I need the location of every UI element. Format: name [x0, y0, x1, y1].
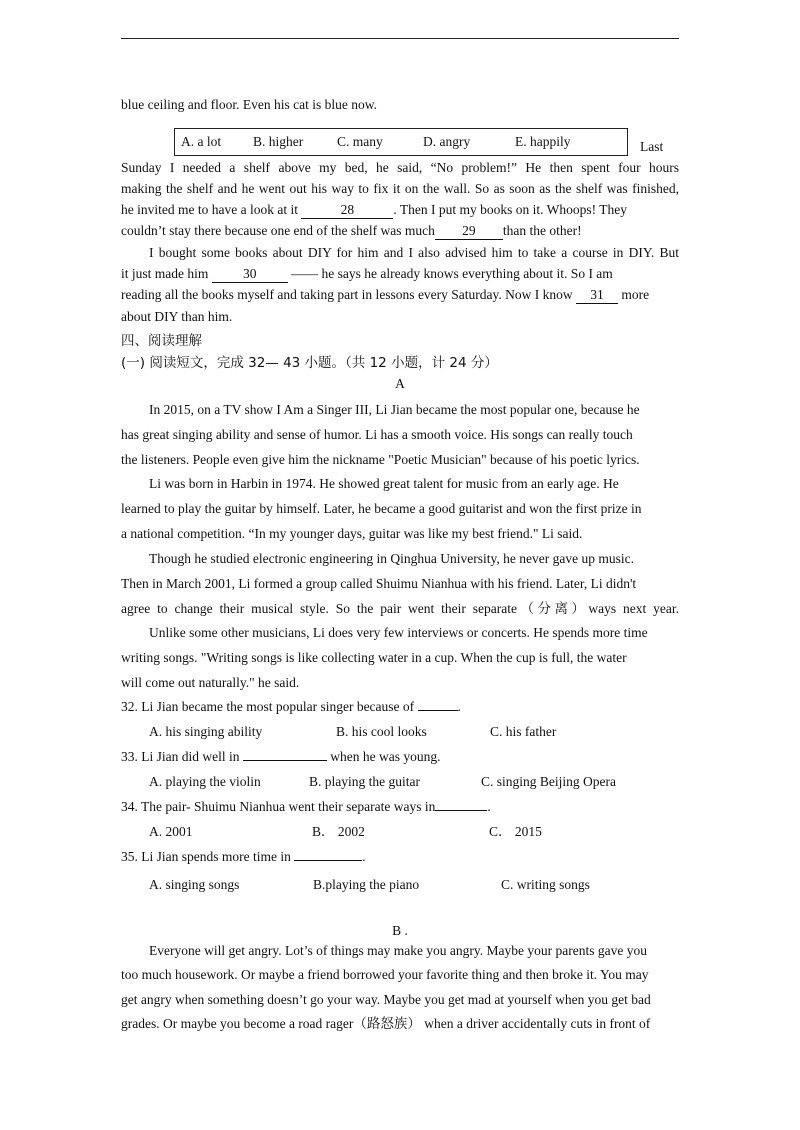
- text-line: [121, 221, 679, 241]
- question-option: A. 2001: [149, 824, 193, 839]
- question-option: C. singing Beijing Opera: [481, 774, 616, 789]
- text-line: Sunday I needed a shelf above my bed, he said, “No problem!” He then spent four hours: [121, 160, 679, 175]
- question-option: B． 2002: [312, 824, 365, 839]
- text-line: Unlike some other musicians, Li does very few interviews or concerts. He spends more time: [149, 625, 648, 640]
- text-fragment: —— he says he already knows everything about it. So I am: [287, 266, 613, 281]
- text-line: Li was born in Harbin in 1974. He showed great talent for music from an early age. He: [149, 476, 619, 491]
- word-option: C. many: [337, 134, 383, 149]
- question-option: A. playing the violin: [149, 774, 261, 789]
- word-option: A. a lot: [181, 134, 222, 149]
- text-line: making the shelf and he went out his way to fix it on the wall. So as soon as the shelf was finished,: [121, 181, 679, 196]
- question-option: B. playing the guitar: [309, 774, 420, 789]
- question-option: B. his cool looks: [336, 724, 427, 739]
- question-stem: 32. Li Jian became the most popular singer because of .: [121, 699, 461, 714]
- answer-blank: [243, 760, 327, 761]
- word-option: D. angry: [423, 134, 471, 149]
- text-line: agree to change their musical style. So the pair went their separate（分离）ways next year.: [121, 601, 679, 616]
- text-fragment: . Then I put my books on it. Whoops! They: [393, 202, 627, 217]
- section-title: 四、阅读理解: [121, 333, 202, 349]
- text-line: Everyone will get angry. Lot’s of things may make you angry. Maybe your parents gave you: [149, 943, 647, 958]
- text-fragment: more: [618, 287, 650, 302]
- text-fragment: than the other!: [502, 223, 582, 238]
- header-rule: [121, 38, 679, 39]
- answer-blank: [294, 860, 362, 861]
- question-option: C． 2015: [489, 824, 542, 839]
- cloze-blank-28: 28: [301, 202, 393, 219]
- answer-blank: [435, 810, 487, 811]
- text-line: In 2015, on a TV show I Am a Singer III, Li Jian became the most popular one, because he: [149, 402, 640, 417]
- text-line: I bought some books about DIY for him and I also advised him to take a course in DIY. But: [149, 245, 679, 260]
- text-line: will come out naturally." he said.: [121, 675, 300, 690]
- text-line: too much housework. Or maybe a friend borrowed your favorite thing and then broke it. You may: [121, 967, 649, 982]
- question-stem: 34. The pair- Shuimu Nianhua went their separate ways in .: [121, 799, 491, 814]
- text-line: Then in March 2001, Li formed a group called Shuimu Nianhua with his friend. Later, Li didn't: [121, 576, 637, 591]
- text-line: has great singing ability and sense of humor. Li has a smooth voice. His songs can really touch: [121, 427, 633, 442]
- text-line: learned to play the guitar by himself. Later, he became a good guitarist and won the first prize in: [121, 501, 642, 516]
- text-line: the listeners. People even give him the nickname "Poetic Musician" because of his poetic lyrics.: [121, 452, 640, 467]
- question-option: A. his singing ability: [149, 724, 263, 739]
- question-stem: 35. Li Jian spends more time in .: [121, 849, 366, 864]
- cloze-blank-29: 29: [435, 223, 503, 240]
- word-bank-box: [174, 128, 628, 156]
- passage-heading: A: [395, 376, 405, 391]
- text-line: writing songs. "Writing songs is like collecting water in a cup. When the cup is full, the water: [121, 650, 627, 665]
- text-fragment: it just made him: [121, 266, 212, 281]
- text-line: [121, 264, 679, 284]
- text-line: [121, 200, 679, 220]
- text-fragment: reading all the books myself and taking part in lessons every Saturday. Now I know: [121, 287, 577, 302]
- cloze-blank-31: 31: [576, 287, 618, 304]
- answer-blank: [418, 710, 458, 711]
- text-fragment: Last: [640, 139, 664, 154]
- question-option: C. writing songs: [501, 877, 590, 892]
- question-option: B.playing the piano: [313, 877, 420, 892]
- text-line: Though he studied electronic engineering in Qinghua University, he never gave up music.: [149, 551, 634, 566]
- section-subtitle: (一) 阅读短文，完成 32— 43 小题。（共 12 小题，计 24 分）: [121, 355, 498, 371]
- text-line: get angry when something doesn’t go your way. Maybe you get mad at yourself when you get bad: [121, 992, 651, 1007]
- question-option: C. his father: [490, 724, 557, 739]
- text-line: [121, 285, 679, 305]
- word-option: B. higher: [253, 134, 304, 149]
- question-stem: 33. Li Jian did well in when he was young.: [121, 749, 441, 764]
- text-line: a national competition. “In my younger days, guitar was like my best friend." Li said.: [121, 526, 583, 541]
- text-fragment: couldn’t stay there because one end of the shelf was much: [121, 223, 435, 238]
- word-option: E. happily: [515, 134, 571, 149]
- text-line: about DIY than him.: [121, 309, 233, 324]
- cloze-blank-30: 30: [212, 266, 288, 283]
- question-option: A. singing songs: [149, 877, 240, 892]
- text-line: grades. Or maybe you become a road rager（路怒族） when a driver accidentally cuts in front of: [121, 1016, 651, 1031]
- text-fragment: he invited me to have a look at it: [121, 202, 302, 217]
- passage-heading: B .: [392, 923, 408, 938]
- text-line: blue ceiling and floor. Even his cat is blue now.: [121, 97, 377, 112]
